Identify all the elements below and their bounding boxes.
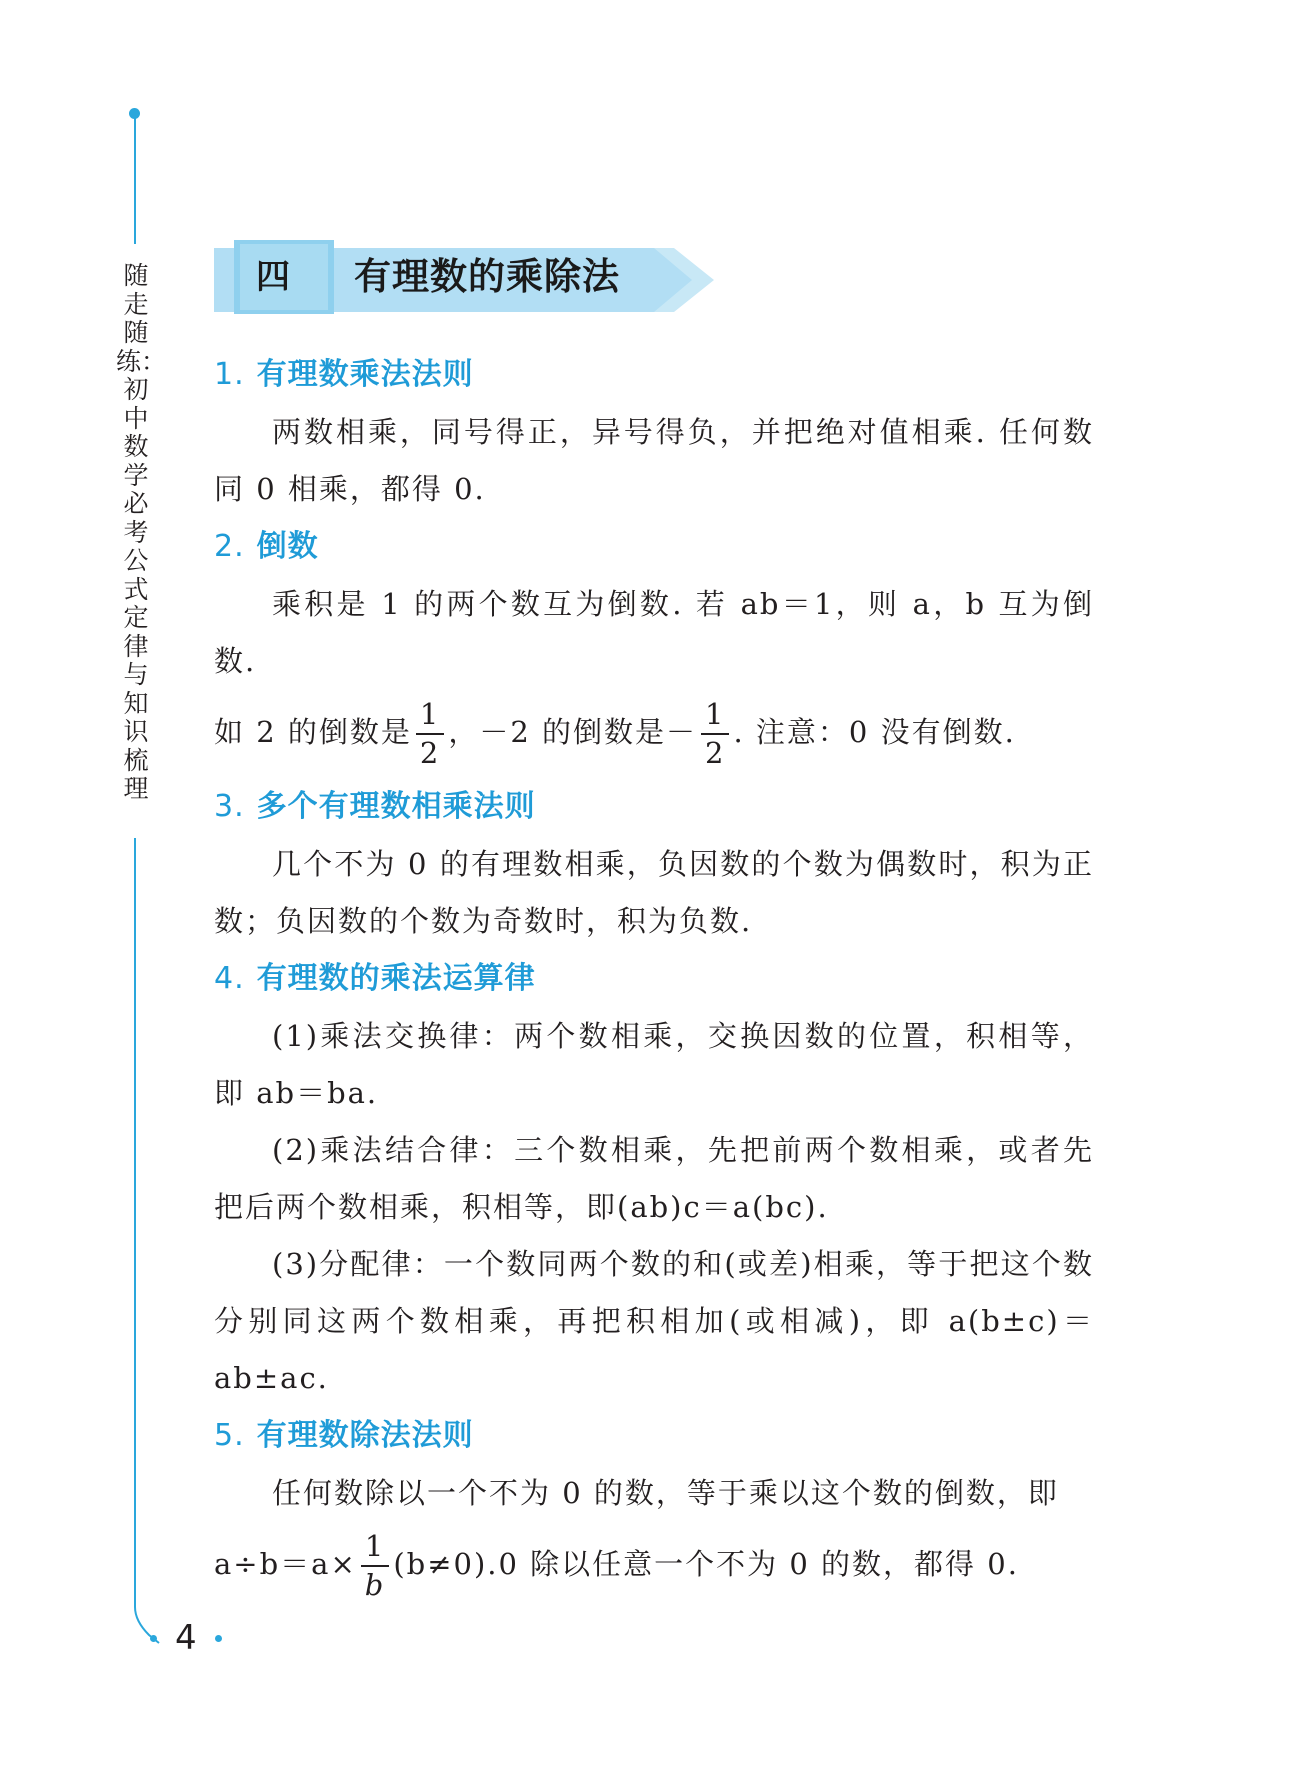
section-number: 2. xyxy=(214,529,245,564)
fraction-one-half xyxy=(701,697,729,770)
section-paragraph: 任何数除以一个不为 0 的数，等于乘以这个数的倒数，即 xyxy=(272,1476,1059,1510)
page-number: 4 xyxy=(175,1618,197,1658)
section-number: 4. xyxy=(214,961,245,996)
section-heading xyxy=(214,352,1094,404)
section-paragraph: 两数相乘，同号得正，异号得负，并把绝对值相乘. 任何数同 0 相乘，都得 0. xyxy=(214,415,1094,506)
main-content xyxy=(214,352,1094,1606)
reciprocal-example xyxy=(214,690,1094,774)
fraction-one-over-b xyxy=(361,1529,390,1602)
fraction-denominator: 2 xyxy=(419,736,441,770)
text-run: ，－2 的倒数是－ xyxy=(448,715,698,749)
section-paragraph: 几个不为 0 的有理数相乘，负因数的个数为偶数时，积为正数；负因数的个数为奇数时，积为负数. xyxy=(214,847,1094,938)
section-number: 1. xyxy=(214,357,245,392)
section-paragraph: (1)乘法交换律：两个数相乘，交换因数的位置，积相等，即 ab＝ba. xyxy=(214,1019,1094,1110)
chapter-title: 有理数的乘除法 xyxy=(354,255,620,298)
section-paragraph: (2)乘法结合律：三个数相乘，先把前两个数相乘，或者先把后两个数相乘，积相等，即(ab)c＝a(bc). xyxy=(214,1133,1094,1224)
chapter-banner xyxy=(214,240,714,314)
text-run: a÷b＝a× xyxy=(214,1547,357,1581)
fraction-denominator: b xyxy=(364,1568,386,1602)
section-title: 有理数的乘法运算律 xyxy=(256,961,536,996)
section-heading xyxy=(214,956,1094,1008)
section-heading xyxy=(214,784,1094,836)
sidebar-line-lower xyxy=(134,838,136,1588)
section-heading xyxy=(214,524,1094,576)
fraction-numerator: 1 xyxy=(416,700,444,735)
section-paragraph: (3)分配律：一个数同两个数的和(或差)相乘，等于把这个数分别同这两个数相乘，再把积相加(或相减)，即 a(b±c)＝ab±ac. xyxy=(214,1247,1094,1395)
page-number-block xyxy=(150,1618,222,1658)
section-number: 3. xyxy=(214,789,245,824)
text-run: (b≠0).0 除以任意一个不为 0 的数，都得 0. xyxy=(393,1547,1019,1581)
section-title: 有理数除法法则 xyxy=(256,1418,474,1453)
sidebar-line-upper xyxy=(134,114,136,244)
fraction-one-half xyxy=(416,697,444,770)
section-paragraph: 乘积是 1 的两个数互为倒数. 若 ab＝1，则 a，b 互为倒数. xyxy=(214,587,1094,678)
division-formula xyxy=(214,1522,1094,1606)
sidebar-book-title: 随走随练：初中数学必考公式定律与知识梳理 xyxy=(116,261,167,803)
section-heading xyxy=(214,1413,1094,1465)
page-number-dot-right xyxy=(215,1635,222,1642)
fraction-numerator: 1 xyxy=(361,1532,390,1567)
fraction-denominator: 2 xyxy=(705,736,726,770)
section-number: 5. xyxy=(214,1418,245,1453)
fraction-numerator: 1 xyxy=(701,700,729,735)
section-title: 多个有理数相乘法则 xyxy=(256,789,536,824)
section-title: 有理数乘法法则 xyxy=(256,357,474,392)
section-title: 倒数 xyxy=(256,529,319,564)
chapter-number: 四 xyxy=(256,257,290,297)
text-run: . 注意：0 没有倒数. xyxy=(733,715,1016,749)
page-number-dot-left xyxy=(150,1635,157,1642)
text-run: 如 2 的倒数是 xyxy=(214,715,412,749)
